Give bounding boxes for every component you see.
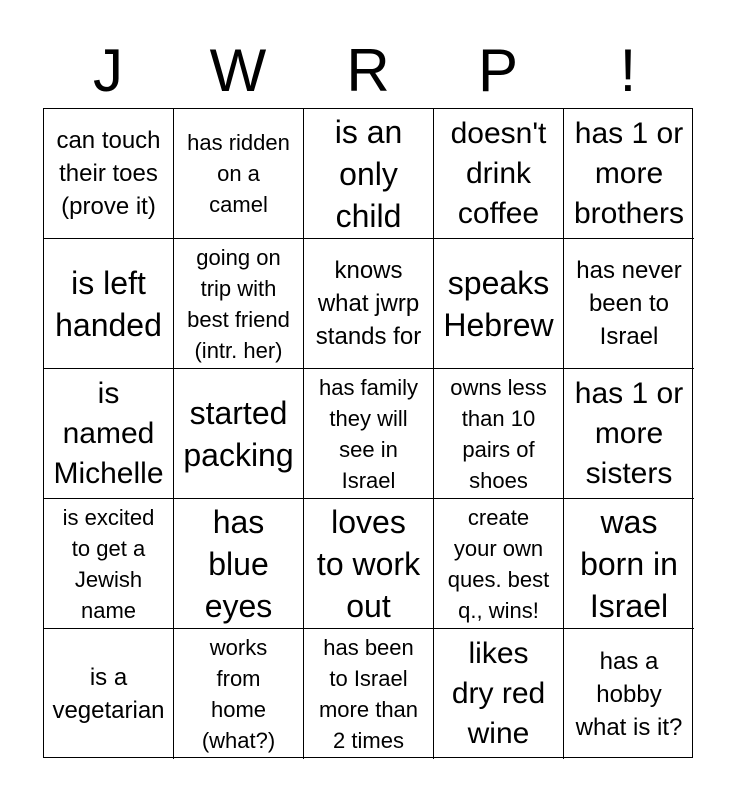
bingo-cell-text: was born in Israel	[580, 503, 678, 624]
bingo-cell-text: is named Michelle	[53, 376, 164, 490]
header-letter-j: J	[93, 37, 123, 104]
bingo-cell-r4-c2[interactable]	[174, 499, 304, 629]
bingo-cell-text: has never been to Israel	[576, 257, 682, 350]
bingo-cell-r1-c1[interactable]	[44, 109, 174, 239]
bingo-cell-r1-c5[interactable]	[564, 109, 694, 239]
header-letter-exclamation: !	[619, 37, 637, 104]
bingo-cell-r2-c3[interactable]	[304, 239, 434, 369]
bingo-cell-r4-c4[interactable]	[434, 499, 564, 629]
bingo-cell-r5-c2[interactable]	[174, 629, 304, 759]
bingo-cell-text: started packing	[183, 394, 294, 473]
bingo-cell-r5-c1[interactable]	[44, 629, 174, 759]
bingo-cell-r3-c3[interactable]	[304, 369, 434, 499]
bingo-cell-text: knows what jwrp stands for	[315, 257, 422, 350]
bingo-cell-r2-c2[interactable]	[174, 239, 304, 369]
bingo-cell-text: can touch their toes (prove it)	[56, 127, 161, 220]
bingo-cell-text: owns less than 10 pairs of shoes	[450, 374, 547, 493]
bingo-cell-r4-c5[interactable]	[564, 499, 694, 629]
bingo-cell-r2-c1[interactable]	[44, 239, 174, 369]
bingo-cell-r3-c2[interactable]	[174, 369, 304, 499]
bingo-cell-text: has family they will see in Israel	[318, 374, 419, 493]
bingo-cell-text: works from home (what?)	[201, 635, 276, 753]
bingo-cell-text: likes dry red wine	[451, 637, 546, 750]
header-letter-w: W	[209, 37, 267, 104]
bingo-cell-text: has 1 or more sisters	[574, 376, 684, 490]
bingo-cell-r2-c4[interactable]	[434, 239, 564, 369]
bingo-cell-text: create your own ques. best q., wins!	[447, 504, 550, 623]
bingo-cell-r3-c1[interactable]	[44, 369, 174, 499]
bingo-cell-r1-c2[interactable]	[174, 109, 304, 239]
header-letter-p: P	[477, 37, 519, 104]
bingo-cell-text: doesn't drink coffee	[450, 116, 547, 230]
bingo-cell-r3-c4[interactable]	[434, 369, 564, 499]
bingo-cell-text: is excited to get a Jewish name	[62, 504, 155, 623]
bingo-cell-text: going on trip with best friend (intr. her)	[187, 244, 290, 363]
bingo-cell-text: has blue eyes	[204, 503, 273, 624]
bingo-cell-r5-c5[interactable]	[564, 629, 694, 759]
bingo-cell-text: has been to Israel more than 2 times	[318, 635, 419, 753]
bingo-cell-text: has ridden on a camel	[187, 130, 290, 217]
bingo-cell-r4-c1[interactable]	[44, 499, 174, 629]
bingo-cell-r5-c4[interactable]	[434, 629, 564, 759]
bingo-cell-text: speaks Hebrew	[443, 264, 554, 343]
bingo-cell-text: loves to work out	[316, 503, 421, 624]
bingo-board	[43, 108, 693, 758]
bingo-cell-text: has 1 or more brothers	[573, 116, 685, 230]
bingo-cell-text: is an only child	[334, 113, 403, 234]
bingo-cell-text: is a vegetarian	[52, 664, 165, 724]
header-letter-r: R	[346, 37, 390, 104]
bingo-cell-r1-c4[interactable]	[434, 109, 564, 239]
bingo-cell-r5-c3[interactable]	[304, 629, 434, 759]
bingo-cell-text: has a hobby what is it?	[575, 647, 683, 741]
bingo-cell-r2-c5[interactable]	[564, 239, 694, 369]
bingo-cell-r3-c5[interactable]	[564, 369, 694, 499]
bingo-cell-r1-c3[interactable]	[304, 109, 434, 239]
bingo-header	[43, 34, 693, 108]
bingo-cell-text: is left handed	[55, 264, 162, 343]
bingo-cell-r4-c3[interactable]	[304, 499, 434, 629]
